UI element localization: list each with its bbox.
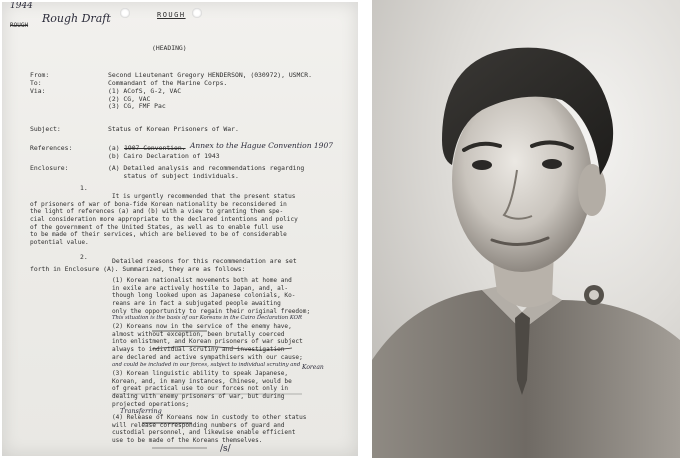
corner-note: 1944	[10, 2, 33, 11]
subject-label: Subject:	[30, 125, 61, 133]
via-label: Via:	[30, 87, 46, 95]
crossed-word: ROUGH	[10, 22, 29, 29]
paragraph-line: cial consideration more appropriate to the declared intentions and policy	[30, 216, 298, 224]
handwritten-insert-1: This situation is the basis of our Koreans in the Cairo Declaration KOR	[112, 315, 302, 321]
item-4	[112, 414, 306, 445]
item-line: use to be made of the Koreans themselves.	[112, 437, 263, 445]
item-line: (2) Koreans now in the service of the enemy have,	[112, 323, 292, 330]
from-label: From:	[30, 71, 50, 79]
item-line: always to individual scrutiny and investigation	[112, 346, 285, 354]
item-1	[112, 277, 310, 315]
paragraph-1	[30, 193, 298, 247]
item-3	[112, 370, 292, 408]
enclosure-line: (A) Detailed analysis and recommendations regarding	[108, 164, 305, 172]
document-title: ROUGH	[157, 11, 186, 19]
item-line: (1) Korean nationalist movements both at home and	[112, 277, 292, 284]
paragraph-line: to be made of their services, which are believed to be of considerable	[30, 231, 287, 239]
heading-placeholder: (HEADING)	[152, 44, 187, 52]
item-2	[112, 323, 303, 361]
paragraph-line: of prisoners of war of bona-fide Korean nationality be reconsidered in	[30, 200, 287, 208]
item-line: Korean, and, in many instances, Chinese, would be	[112, 377, 292, 385]
item-line: custodial personnel, and likewise enable efficient	[112, 429, 296, 437]
paragraph-line: Detailed reasons for this recommendation are set	[112, 257, 297, 265]
enclosure-line: status of subject individuals.	[108, 171, 239, 180]
paragraph-line: forth in Enclosure (A). Summarized, they are as follows:	[30, 264, 246, 273]
paragraph-2	[30, 258, 297, 273]
to-value: Commandant of the Marine Corps.	[108, 79, 228, 87]
reference-a-prefix: (a)	[108, 144, 124, 152]
item-line: though long looked upon as Japanese colonials, Ko-	[112, 292, 296, 300]
portrait-image	[372, 0, 680, 458]
item-line: (3) Korean linguistic ability to speak Japanese,	[112, 370, 289, 377]
via-line: (1) ACofS, G-2, VAC	[108, 87, 182, 95]
item-line: (4) Release of Koreans now in custody to other status	[112, 414, 307, 421]
item-line: in exile are actively hostile to Japan, and, al-	[112, 284, 289, 292]
signature: /s/	[220, 444, 231, 454]
paragraph-line: potential value.	[30, 239, 89, 247]
reference-a-handwritten: Annex to the Hague Convention 1907	[190, 141, 333, 150]
to-label: To:	[30, 79, 42, 87]
item-line: will release corresponding numbers of guard and	[112, 421, 285, 429]
from-value: Second Lieutenant Gregory HENDERSON, (030972), USMCR.	[108, 71, 312, 79]
subject-value: Status of Korean Prisoners of War.	[108, 125, 239, 133]
item-line: reans are in fact a subjugated people awaiting	[112, 300, 281, 308]
via-list	[108, 88, 181, 111]
handwritten-insert-2: and could be included in our forces, subject to individual scrutiny and	[112, 362, 301, 368]
item-line: dealing with enemy prisoners of war, but during	[112, 393, 285, 401]
paragraph-2-number: 2.	[80, 253, 88, 261]
reference-a-struck: 1907 Convention.	[124, 144, 186, 152]
via-line: (3) CG, FMF Pac	[108, 102, 166, 111]
item-line: projected operations;	[112, 400, 190, 408]
item-line: only the opportunity to regain their original freedom;	[112, 307, 311, 315]
reference-b: (b) Cairo Declaration of 1943	[108, 152, 220, 160]
item-line: of great practical use to our forces not only in	[112, 385, 289, 393]
handwritten-insert-3: Korean	[302, 364, 324, 371]
via-line: (2) CG, VAC	[108, 94, 151, 103]
punch-hole	[192, 8, 202, 18]
paragraph-1-number: 1.	[80, 184, 88, 192]
enclosure-list	[108, 165, 304, 180]
portrait-photo	[372, 0, 680, 458]
item-line: are declared and active sympathisers with our cause;	[112, 353, 303, 361]
handwritten-insert-4: Transferring	[120, 407, 162, 415]
punch-hole	[120, 8, 130, 18]
references-label: References:	[30, 144, 73, 152]
paragraph-line: of the government of the United States, as well as to enable full use	[30, 223, 284, 231]
paragraph-line: It is urgently recommended that the present status	[112, 193, 296, 200]
item-line: into enlistment, and Korean prisoners of war subject	[112, 338, 303, 346]
enclosure-label: Enclosure:	[30, 164, 69, 172]
rough-draft-note: Rough Draft	[42, 12, 111, 25]
item-line: almost without exception, been brutally coerced	[112, 330, 285, 338]
typed-memo-document	[2, 2, 358, 456]
paragraph-line: the light of references (a) and (b) with a view to granting them spe-	[30, 208, 284, 216]
